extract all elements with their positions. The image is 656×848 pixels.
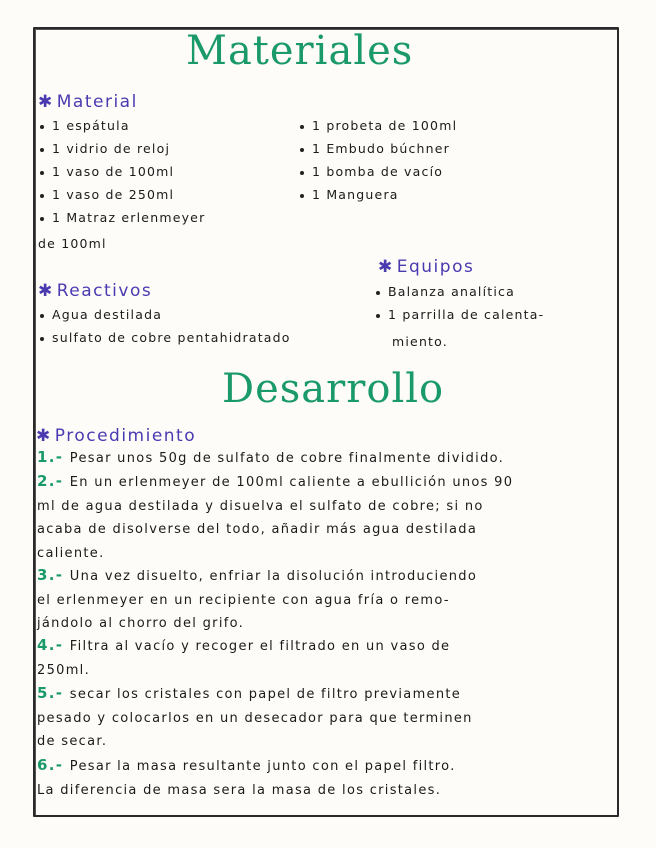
procedure-step-number: 5.- xyxy=(37,684,70,702)
procedure-step-line: 4.- Filtra al vacío y recoger el filtrado en un vaso de xyxy=(37,636,451,654)
procedure-step-line: el erlenmeyer en un recipiente con agua fría o remo- xyxy=(37,592,450,608)
material-item xyxy=(40,137,205,160)
material-item-label: 1 vaso de 100ml xyxy=(52,164,175,179)
material-item-label: 1 vidrio de reloj xyxy=(52,141,171,156)
procedure-step-line: caliente. xyxy=(37,545,105,561)
heading-reactivos xyxy=(38,281,152,301)
bullet-icon xyxy=(300,125,304,129)
procedure-step-line: ml de agua destilada y disuelva el sulfato de cobre; si no xyxy=(37,498,484,514)
bullet-icon xyxy=(40,148,44,152)
equipo-item-label: Balanza analítica xyxy=(388,284,515,299)
procedure-step xyxy=(37,446,615,471)
material-item xyxy=(300,114,457,137)
procedure-step-line: 1.- Pesar unos 50g de sulfato de cobre finalmente dividido. xyxy=(37,448,505,466)
procedure-step-number: 4.- xyxy=(37,636,70,654)
equipo-item-label: 1 parrilla de calenta- xyxy=(388,307,545,322)
heading-reactivos-label: Reactivos xyxy=(56,281,153,301)
material-item-label: 1 bomba de vacío xyxy=(312,164,444,179)
asterisk-icon: ✱ xyxy=(38,281,54,301)
material-item-label: 1 probeta de 100ml xyxy=(312,118,458,133)
heading-equipos xyxy=(378,257,474,277)
material-item-label: 1 vaso de 250ml xyxy=(52,187,175,202)
procedure-step-line: 3.- Una vez disuelto, enfriar la disolución introduciendo xyxy=(37,566,478,584)
material-list-right xyxy=(300,114,457,206)
bullet-icon xyxy=(40,125,44,129)
title-desarrollo: Desarrollo xyxy=(222,366,445,412)
material-item xyxy=(40,160,205,183)
bullet-icon xyxy=(40,217,44,221)
procedure-step-line: 6.- Pesar la masa resultante junto con el papel filtro. xyxy=(37,756,456,774)
procedure-step xyxy=(37,754,615,802)
heading-material xyxy=(38,92,138,112)
procedure-step-number: 6.- xyxy=(37,756,70,774)
procedure-step xyxy=(37,564,615,636)
material-item-label: 1 espátula xyxy=(52,118,130,133)
bullet-icon xyxy=(300,171,304,175)
reactivo-item xyxy=(40,326,291,349)
material-item-continuation: de 100ml xyxy=(38,236,107,251)
procedure-step-line: 5.- secar los cristales con papel de filtro previamente xyxy=(37,684,462,702)
asterisk-icon: ✱ xyxy=(378,257,394,277)
equipos-list xyxy=(376,280,544,326)
procedure-step-line: pesado y colocarlos en un desecador para que terminen xyxy=(37,710,473,726)
material-item xyxy=(40,206,205,229)
bullet-icon xyxy=(376,291,380,295)
heading-procedimiento xyxy=(36,426,196,446)
procedure-step-line: La diferencia de masa sera la masa de los cristales. xyxy=(37,782,442,798)
procedure-step-number: 3.- xyxy=(37,566,70,584)
procedure-step xyxy=(37,470,615,565)
bullet-icon xyxy=(376,314,380,318)
procedure-step-line: acaba de disolverse del todo, añadir más agua destilada xyxy=(37,522,478,537)
bullet-icon xyxy=(40,337,44,341)
asterisk-icon: ✱ xyxy=(38,92,54,112)
procedure-step-line: de secar. xyxy=(37,734,108,749)
material-list-left xyxy=(40,114,205,229)
reactivo-item xyxy=(40,303,291,326)
reactivos-list xyxy=(40,303,291,349)
material-item xyxy=(40,183,205,206)
procedure-step-line: 2.- En un erlenmeyer de 100ml caliente a ebullición unos 90 xyxy=(37,472,514,490)
bullet-icon xyxy=(300,194,304,198)
equipo-item xyxy=(376,303,544,326)
heading-equipos-label: Equipos xyxy=(396,257,475,277)
bullet-icon xyxy=(40,171,44,175)
material-item-label: 1 Manguera xyxy=(312,187,399,202)
equipos-item-continuation: miento. xyxy=(392,334,448,349)
procedure-step-line: 250ml. xyxy=(37,662,91,678)
procedure-step xyxy=(37,682,615,754)
procedure-step-number: 1.- xyxy=(37,448,70,466)
asterisk-icon: ✱ xyxy=(36,426,52,446)
procedure-step-line: jándolo al chorro del grifo. xyxy=(37,616,245,631)
material-item-label: 1 Matraz erlenmeyer xyxy=(52,210,206,225)
reactivo-item-label: Agua destilada xyxy=(52,307,163,322)
heading-procedimiento-label: Procedimiento xyxy=(54,426,197,446)
bullet-icon xyxy=(40,194,44,198)
reactivo-item-label: sulfato de cobre pentahidratado xyxy=(52,330,291,345)
heading-material-label: Material xyxy=(56,92,138,112)
bullet-icon xyxy=(40,314,44,318)
material-item xyxy=(300,137,457,160)
material-item xyxy=(40,114,205,137)
title-materiales: Materiales xyxy=(186,28,414,74)
procedure-step xyxy=(37,634,615,682)
material-item-label: 1 Embudo búchner xyxy=(312,141,451,156)
material-item xyxy=(300,160,457,183)
bullet-icon xyxy=(300,148,304,152)
equipo-item xyxy=(376,280,544,303)
material-item xyxy=(300,183,457,206)
procedure-step-number: 2.- xyxy=(37,472,70,490)
